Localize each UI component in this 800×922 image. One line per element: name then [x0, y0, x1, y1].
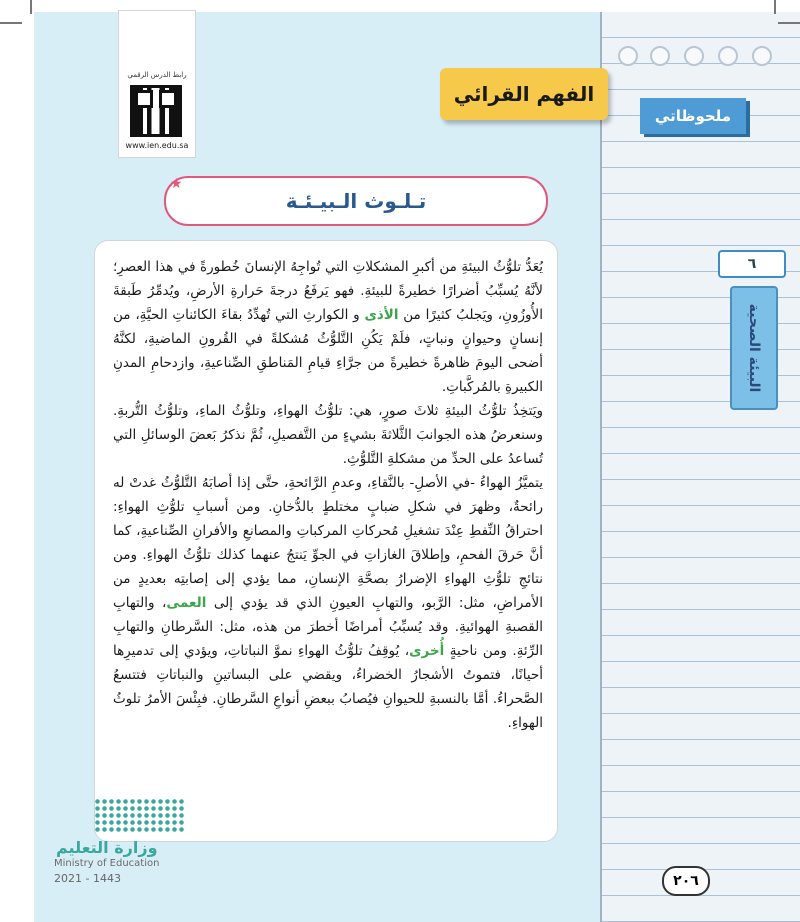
- text-run: يُعَدُّ تلوُّثُ البيئةِ من أكبرِ المشكلاتِ التي تُواجِهُ الإنسانَ خُطورةً في هذا العصرِ؛ لأنَّهُ يُسبِّبُ أضرارًا خطيرةً للبيئةِ. فهو يَرفَعُ درجةَ حَرارةِ الأرضِ، ويُدمِّرُ طَبقةَ الأُوزُونِ، ويَجلبُ كثيرًا من: [113, 259, 543, 323]
- ministry-name-en: Ministry of Education: [54, 858, 160, 869]
- binder-ring: [684, 46, 704, 66]
- page-number: ٢٠٦: [662, 866, 710, 896]
- reading-text: [94, 240, 558, 842]
- qr-url[interactable]: www.ien.edu.sa: [125, 141, 189, 150]
- crop-mark: [30, 0, 32, 14]
- paragraph: [113, 471, 543, 735]
- lesson-title: تـلـوث الـبيـئـة: [164, 176, 548, 226]
- binder-ring: [650, 46, 670, 66]
- text-run: ، يُوقِفُ تلوُّثُ الهواءِ نموَّ النباتاتِ، ويؤدي إلى تدميرِها أحيانًا، فتموتُ الأشجارُ الخضراءُ، ويقضي على البساتينِ والنباتاتِ فتتسعُ الصَّحراءُ. أمَّا بالنسبةِ للحيوانِ فيُصابُ ببعضِ أنواعِ السَّرطانِ. فبِئْسَ الأمرُ تلوثُ الهواءِ.: [113, 643, 543, 731]
- crop-mark: [778, 22, 800, 24]
- notes-tab: ملحوظاتي: [640, 98, 746, 134]
- ministry-year: 2021 - 1443: [54, 872, 121, 885]
- text-run: ، والتهابِ القصبةِ الهوائيةِ. وقد يُسبِّبُ أمراضًا أخطرَ من هذه، مثل: السَّرطانِ والتهابِ الرِّئةِ. ومن ناحيةٍ: [113, 595, 543, 659]
- highlighted-word: العمى: [166, 595, 207, 611]
- highlighted-word: أُخرى: [409, 643, 445, 659]
- qr-label: رابط الدرس الرقمي: [127, 71, 187, 79]
- star-icon: ★: [170, 176, 183, 192]
- section-title: الفهم القرائي: [440, 68, 608, 120]
- text-run: و الكوارثِ التي تُهدِّدُ بقاءَ الكائناتِ الحيَّةِ، من إنسانٍ وحيوانٍ ونباتٍ، فلَمْ يَكُنِ التَّلوُّثُ مُشكلةً في القُرونِ الماضيةِ، لكنَّهُ أضحى اليومَ ظاهرةً خطيرةً من جرَّاءِ قيامِ المَناطقِ الصِّناعيةِ، وازدحامِ المدنِ الكبيرةِ بالمُركَّباتِ.: [113, 307, 543, 395]
- ministry-logo-icon: [94, 798, 184, 834]
- lesson-number: ٦: [718, 250, 786, 278]
- qr-card[interactable]: [118, 10, 196, 158]
- crop-mark: [774, 0, 776, 14]
- binder-ring: [718, 46, 738, 66]
- ministry-name-ar: وزارة التعليم: [56, 838, 158, 857]
- notes-area: [600, 12, 800, 922]
- text-run: ويَتخِذُ تلوُّثُ البيئةِ ثلاثَ صورٍ، هي: تلوُّثُ الهواءِ، وتلوُّثُ الماءِ، وتلوُّثُ التُّربةِ. وسنعرضُ هذه الجوانبَ الثَّلاثةَ بشيءٍ من التَّفصيلِ، ثُمَّ نذكرُ بَعضَ الوسائلِ التي تُساعدُ على الحدِّ من مشكلةِ التَّلوُّثِ.: [113, 403, 543, 467]
- paragraph: [113, 255, 543, 399]
- text-run: يتميَّزُ الهواءُ -في الأصلِ- بالنَّقاءِ، وعدمِ الرَّائحةِ، حتَّى إذا أصابَهُ التَّلوُّثُ غدتْ له رائحةٌ، وظهرَ في شكلِ ضبابٍ مختلطٍ بالدُّخانِ. ومن أسبابِ تلوُّثِ الهواءِ: احتراقُ النِّفطِ عِنْدَ تشغيلِ مُحركاتِ المركباتِ والمصانعِ والأفرانِ الصِّناعيةِ، كما أنَّ حَرقَ الفحمِ، وإطلاقَ الغازاتِ في الجوِّ يَنتجُ عنهما كذلك تلوُّثُ الهواءِ. ومن نتائجِ تلوُّثِ الهواءِ الإضرارُ بصحَّةِ الإنسانِ، مما يؤدي إلى إصابتِه بعديدٍ من الأمراضِ، مثل: الرَّبو، والتهابِ العيونِ الذي قد يؤدي إلى: [113, 475, 544, 611]
- qr-code-icon[interactable]: [130, 85, 182, 137]
- highlighted-word: الأذى: [364, 307, 399, 323]
- binder-ring: [618, 46, 638, 66]
- crop-mark: [0, 22, 22, 24]
- paragraph: [113, 399, 543, 471]
- binder-ring: [752, 46, 772, 66]
- unit-tab: [730, 286, 778, 410]
- unit-tab-label: البيئة الصحية: [746, 303, 762, 393]
